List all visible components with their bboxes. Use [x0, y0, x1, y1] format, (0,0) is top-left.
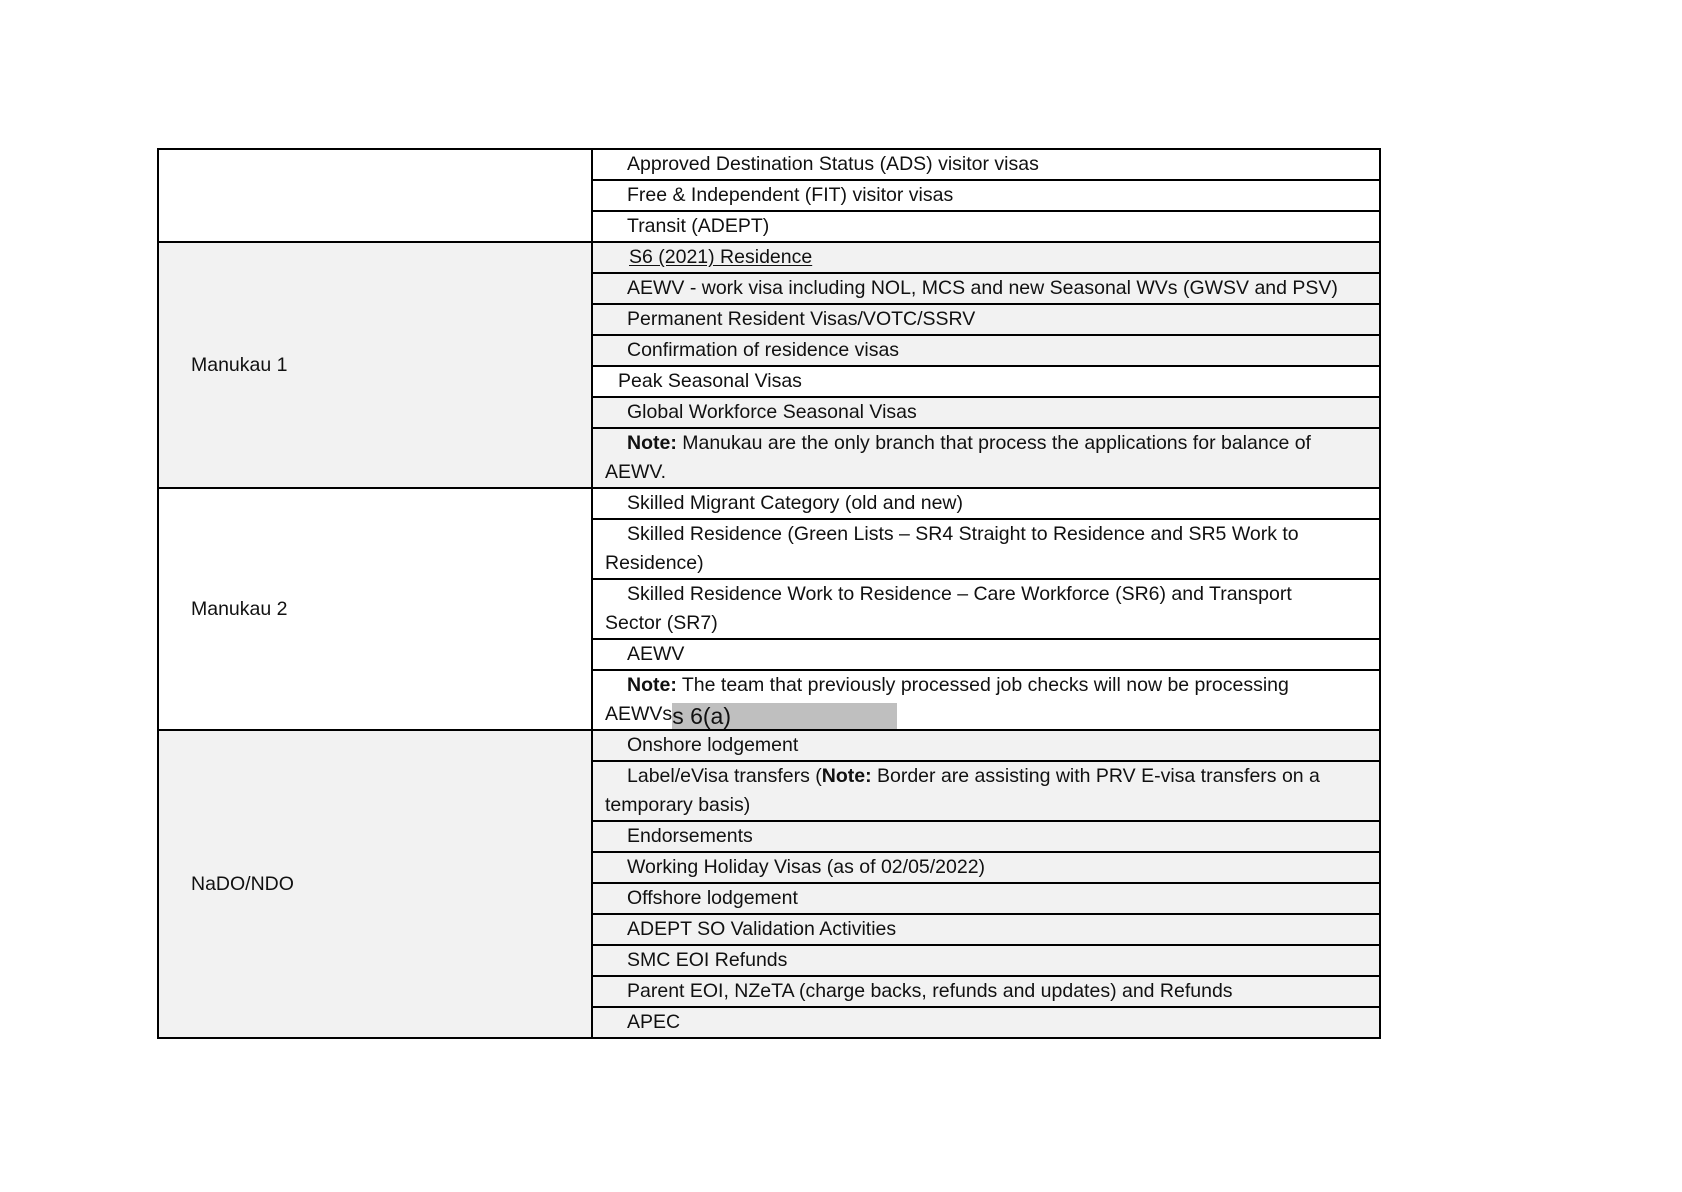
note-text: Manukau are the only branch that process the applications for balance of: [676, 432, 1311, 454]
redaction-box: s 6(a): [672, 703, 897, 729]
visa-item-text: Peak Seasonal Visas: [618, 370, 802, 392]
visa-item: [592, 821, 1380, 852]
visa-item: [592, 366, 1380, 397]
visa-item: [592, 180, 1380, 211]
note-text: AEWV.: [605, 461, 667, 483]
visa-item: [592, 914, 1380, 945]
visa-item-text: APEC: [627, 1011, 681, 1033]
visa-item-text: Residence): [605, 552, 704, 574]
visa-item: [592, 149, 1380, 180]
visa-item-text: Transit (ADEPT): [627, 215, 770, 237]
visa-item: [592, 1007, 1380, 1038]
table-row: [158, 242, 1380, 273]
visa-item-text: Global Workforce Seasonal Visas: [627, 401, 917, 423]
table-row: [158, 149, 1380, 180]
note-item: [592, 428, 1380, 488]
visa-item-text: Skilled Residence Work to Residence – Care Workforce (SR6) and Transport: [627, 583, 1292, 605]
branch-cell-manukau-1: Manukau 1: [158, 242, 592, 488]
visa-item-text: Skilled Residence (Green Lists – SR4 Straight to Residence and SR5 Work to: [627, 523, 1299, 545]
visa-item-text: Onshore lodgement: [627, 734, 799, 756]
visa-item: [592, 579, 1380, 639]
visa-item-text: temporary basis): [605, 794, 751, 816]
visa-item-text: ADEPT SO Validation Activities: [627, 918, 897, 940]
visa-item: [592, 883, 1380, 914]
visa-item-text: AEWV - work visa including NOL, MCS and new Seasonal WVs (GWSV and PSV): [627, 277, 1338, 299]
visa-item: [592, 976, 1380, 1007]
visa-item: [592, 211, 1380, 242]
visa-item: [592, 730, 1380, 761]
table-row: [158, 488, 1380, 519]
visa-item-text: Skilled Migrant Category (old and new): [627, 492, 963, 514]
visa-item: [592, 852, 1380, 883]
visa-item-text: Label/eVisa transfers (: [627, 765, 822, 787]
visa-item-text: Free & Independent (FIT) visitor visas: [627, 184, 954, 206]
table-row: [158, 730, 1380, 761]
visa-item: [592, 304, 1380, 335]
note-label: Note:: [627, 432, 677, 454]
note-label: Note:: [821, 765, 872, 787]
branch-cell-nado: NaDO/NDO: [158, 730, 592, 1038]
visa-item: [592, 242, 1380, 273]
visa-item: [592, 761, 1380, 821]
note-label: Note:: [627, 674, 677, 696]
visa-item-text: Endorsements: [627, 825, 753, 847]
note-text: AEWVs: [605, 703, 673, 725]
visa-item-text: Approved Destination Status (ADS) visitor visas: [627, 153, 1039, 175]
visa-item-text: Sector (SR7): [605, 612, 718, 634]
visa-item-text: AEWV: [627, 643, 685, 665]
visa-item: [592, 639, 1380, 670]
visa-item-text: Working Holiday Visas (as of 02/05/2022): [627, 856, 986, 878]
branch-cell: [158, 149, 592, 242]
s6-residence-link[interactable]: S6 (2021) Residence: [629, 246, 813, 268]
visa-item: [592, 397, 1380, 428]
visa-item-text: Parent EOI, NZeTA (charge backs, refunds and updates) and Refunds: [627, 980, 1233, 1002]
visa-item-text: Offshore lodgement: [627, 887, 798, 909]
visa-item-text: Permanent Resident Visas/VOTC/SSRV: [627, 308, 976, 330]
visa-item: [592, 273, 1380, 304]
visa-item-text: SMC EOI Refunds: [627, 949, 788, 971]
visa-item: [592, 488, 1380, 519]
visa-item: [592, 335, 1380, 366]
visa-item-text: Confirmation of residence visas: [627, 339, 900, 361]
visa-item: [592, 519, 1380, 579]
branch-visa-table: [157, 148, 1381, 1039]
note-text: The team that previously processed job checks will now be processing: [676, 674, 1289, 696]
visa-item-text: Border are assisting with PRV E-visa transfers on a: [871, 765, 1320, 787]
note-item: [592, 670, 1380, 730]
visa-item: [592, 945, 1380, 976]
branch-cell-manukau-2: Manukau 2: [158, 488, 592, 730]
